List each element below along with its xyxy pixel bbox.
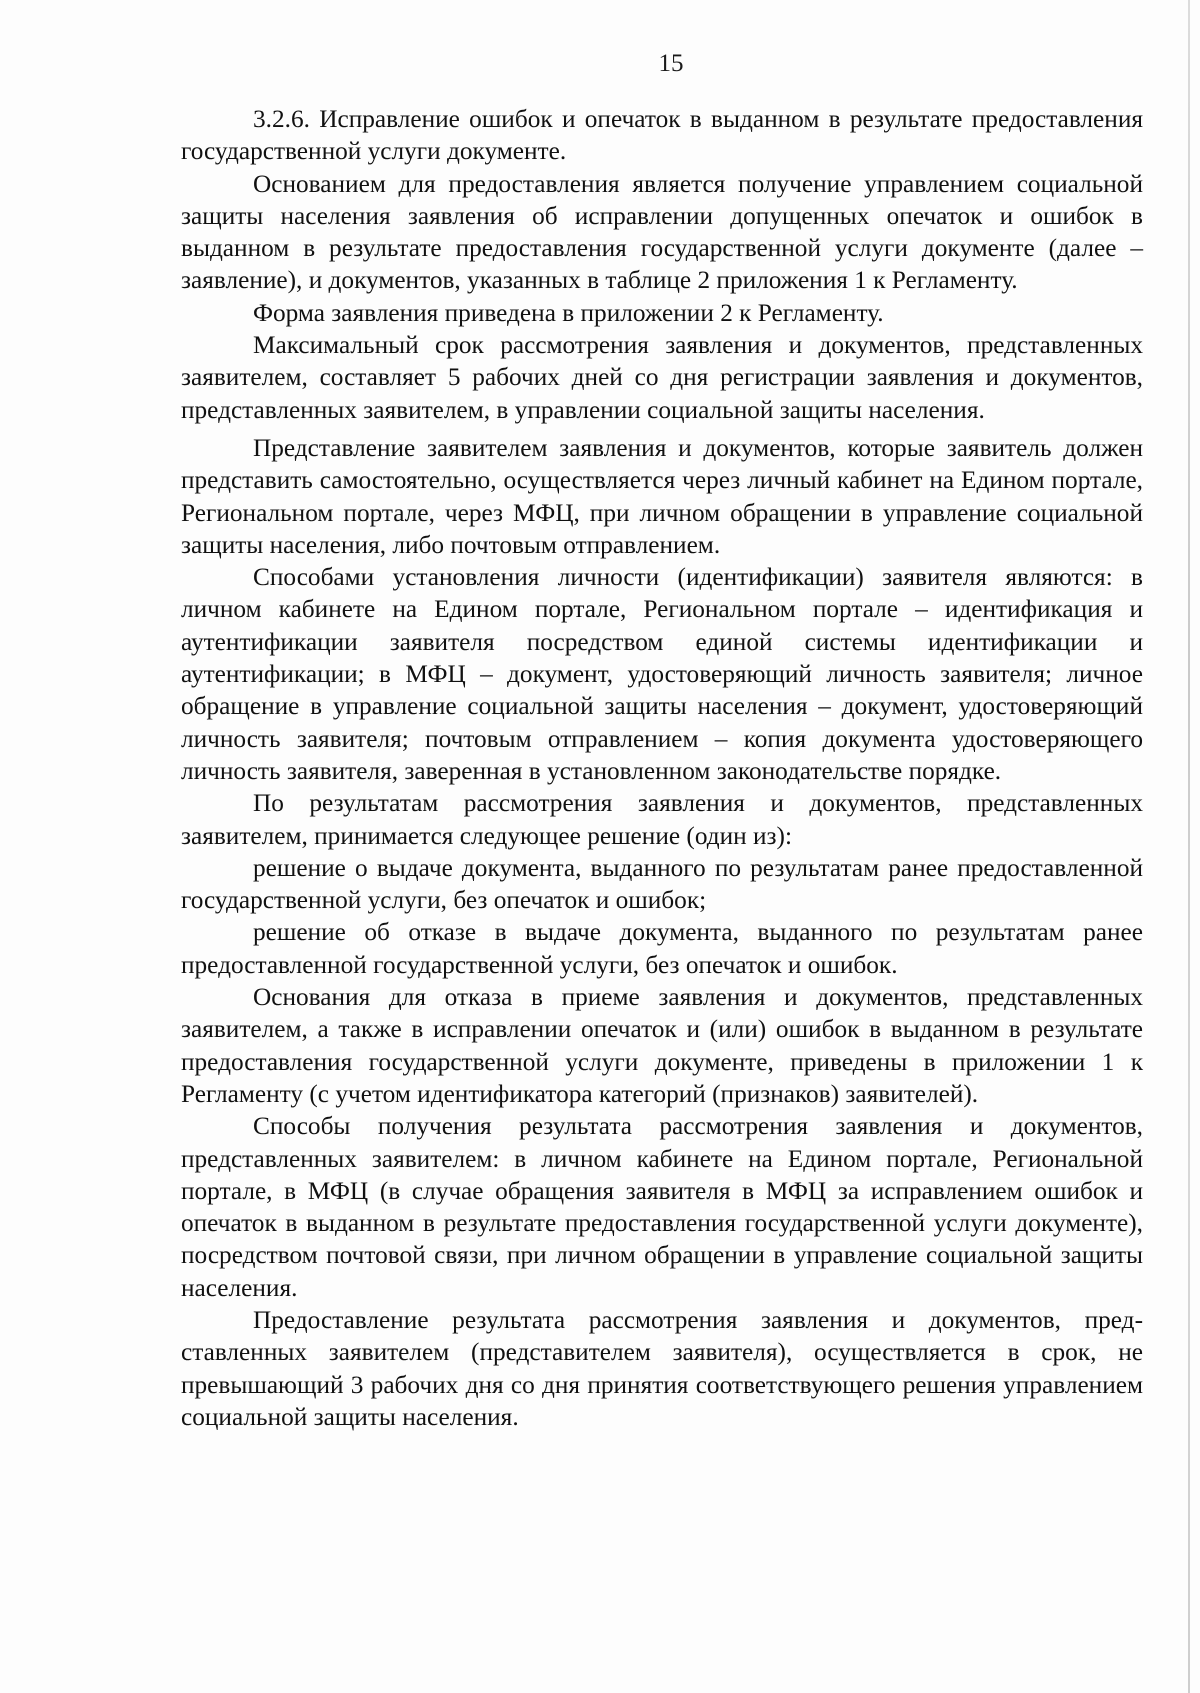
paragraph-refusal-grounds: Основания для отказа в приеме заявления и документов, представленных заявителем, а также в исправлении опечаток и (или) ошибок в выданном в результате предоставления государственной услуги документе, приведены в приложении 1 к Регламенту (с учетом идентификатора категорий (признаков) заявителей). [181,983,1143,1108]
paragraph-3-2-6-heading: 3.2.6. Исправление ошибок и опечаток в выданном в результате предоставления государственной услуги документе. [181,105,1143,166]
paragraph-result-methods: Способы получения результата рассмотрения заявления и документов, представленных заявителем: в личном кабинете на Едином портале, Региональной портале, в МФЦ (в случае обращения заявителя в МФЦ за исправлением ошибок и опечаток в выданном в результате предоставления государственной услуги документе), посредством почтовой связи, при личном обращении в управление социальной защиты населения. [181,1112,1143,1302]
paragraph-decision-intro: По результатам рассмотрения заявления и документов, представленных заявителем, принимается следующее решение (один из): [181,789,1143,850]
page-number: 15 [658,50,684,77]
paragraph-decision-issue: решение о выдаче документа, выданного по результатам ранее предоставленной государственной услуги, без опечаток и ошибок; [181,853,1143,915]
paragraph-identification: Способами установления личности (идентификации) заявителя являются: в личном кабинете на Едином портале, Региональном портале – идентификация и аутентификации заявителя посредством единой системы идентификации и аутентификации; в МФЦ – документ, удостоверяющий личность заявителя; личное обращение в управление социальной защиты населения – документ, удостоверяющий личность заявителя; почтовым отправлением – копия документа удостоверяющего личность заявителя, заверенная в установленном законодательстве порядке. [181,563,1143,785]
paragraph-result-term: Предоставление результата рассмотрения заявления и документов, представленных заявителем (представителем заявителя), осуществляется в срок, не превышающий 3 рабочих дня со дня принятия соответствующего решения управлением социальной защиты населения. [181,1305,1143,1431]
paragraph-decision-refusal: решение об отказе в выдаче документа, выданного по результатам ранее предоставленной государственной услуги, без опечаток и ошибок. [181,918,1143,979]
paragraph-basis: Основанием для предоставления является получение управлением социальной защиты населения заявления об исправлении допущенных опечаток и ошибок в выданном в результате предоставления государственной услуги документе (далее – заявление), и документов, указанных в таблице 2 приложения 1 к Регламенту. [181,169,1143,295]
paragraph-submission: Представление заявителем заявления и документов, которые заявитель должен представить самостоятельно, осуществляется через личный кабинет на Едином портале, Региональном портале, через МФЦ, при личном обращении в управление социальной защиты населения, либо почтовым отправлением. [181,433,1143,559]
paragraph-application-form: Форма заявления приведена в приложении 2 к Регламенту. [253,298,884,327]
paragraph-max-term: Максимальный срок рассмотрения заявления и документов, представленных заявителем, составляет 5 рабочих дней со дня регистрации заявления и документов, представленных заявителем, в управлении социальной защиты населения. [181,331,1143,424]
scan-edge-line [1188,0,1190,1693]
document-body [181,103,1143,1433]
